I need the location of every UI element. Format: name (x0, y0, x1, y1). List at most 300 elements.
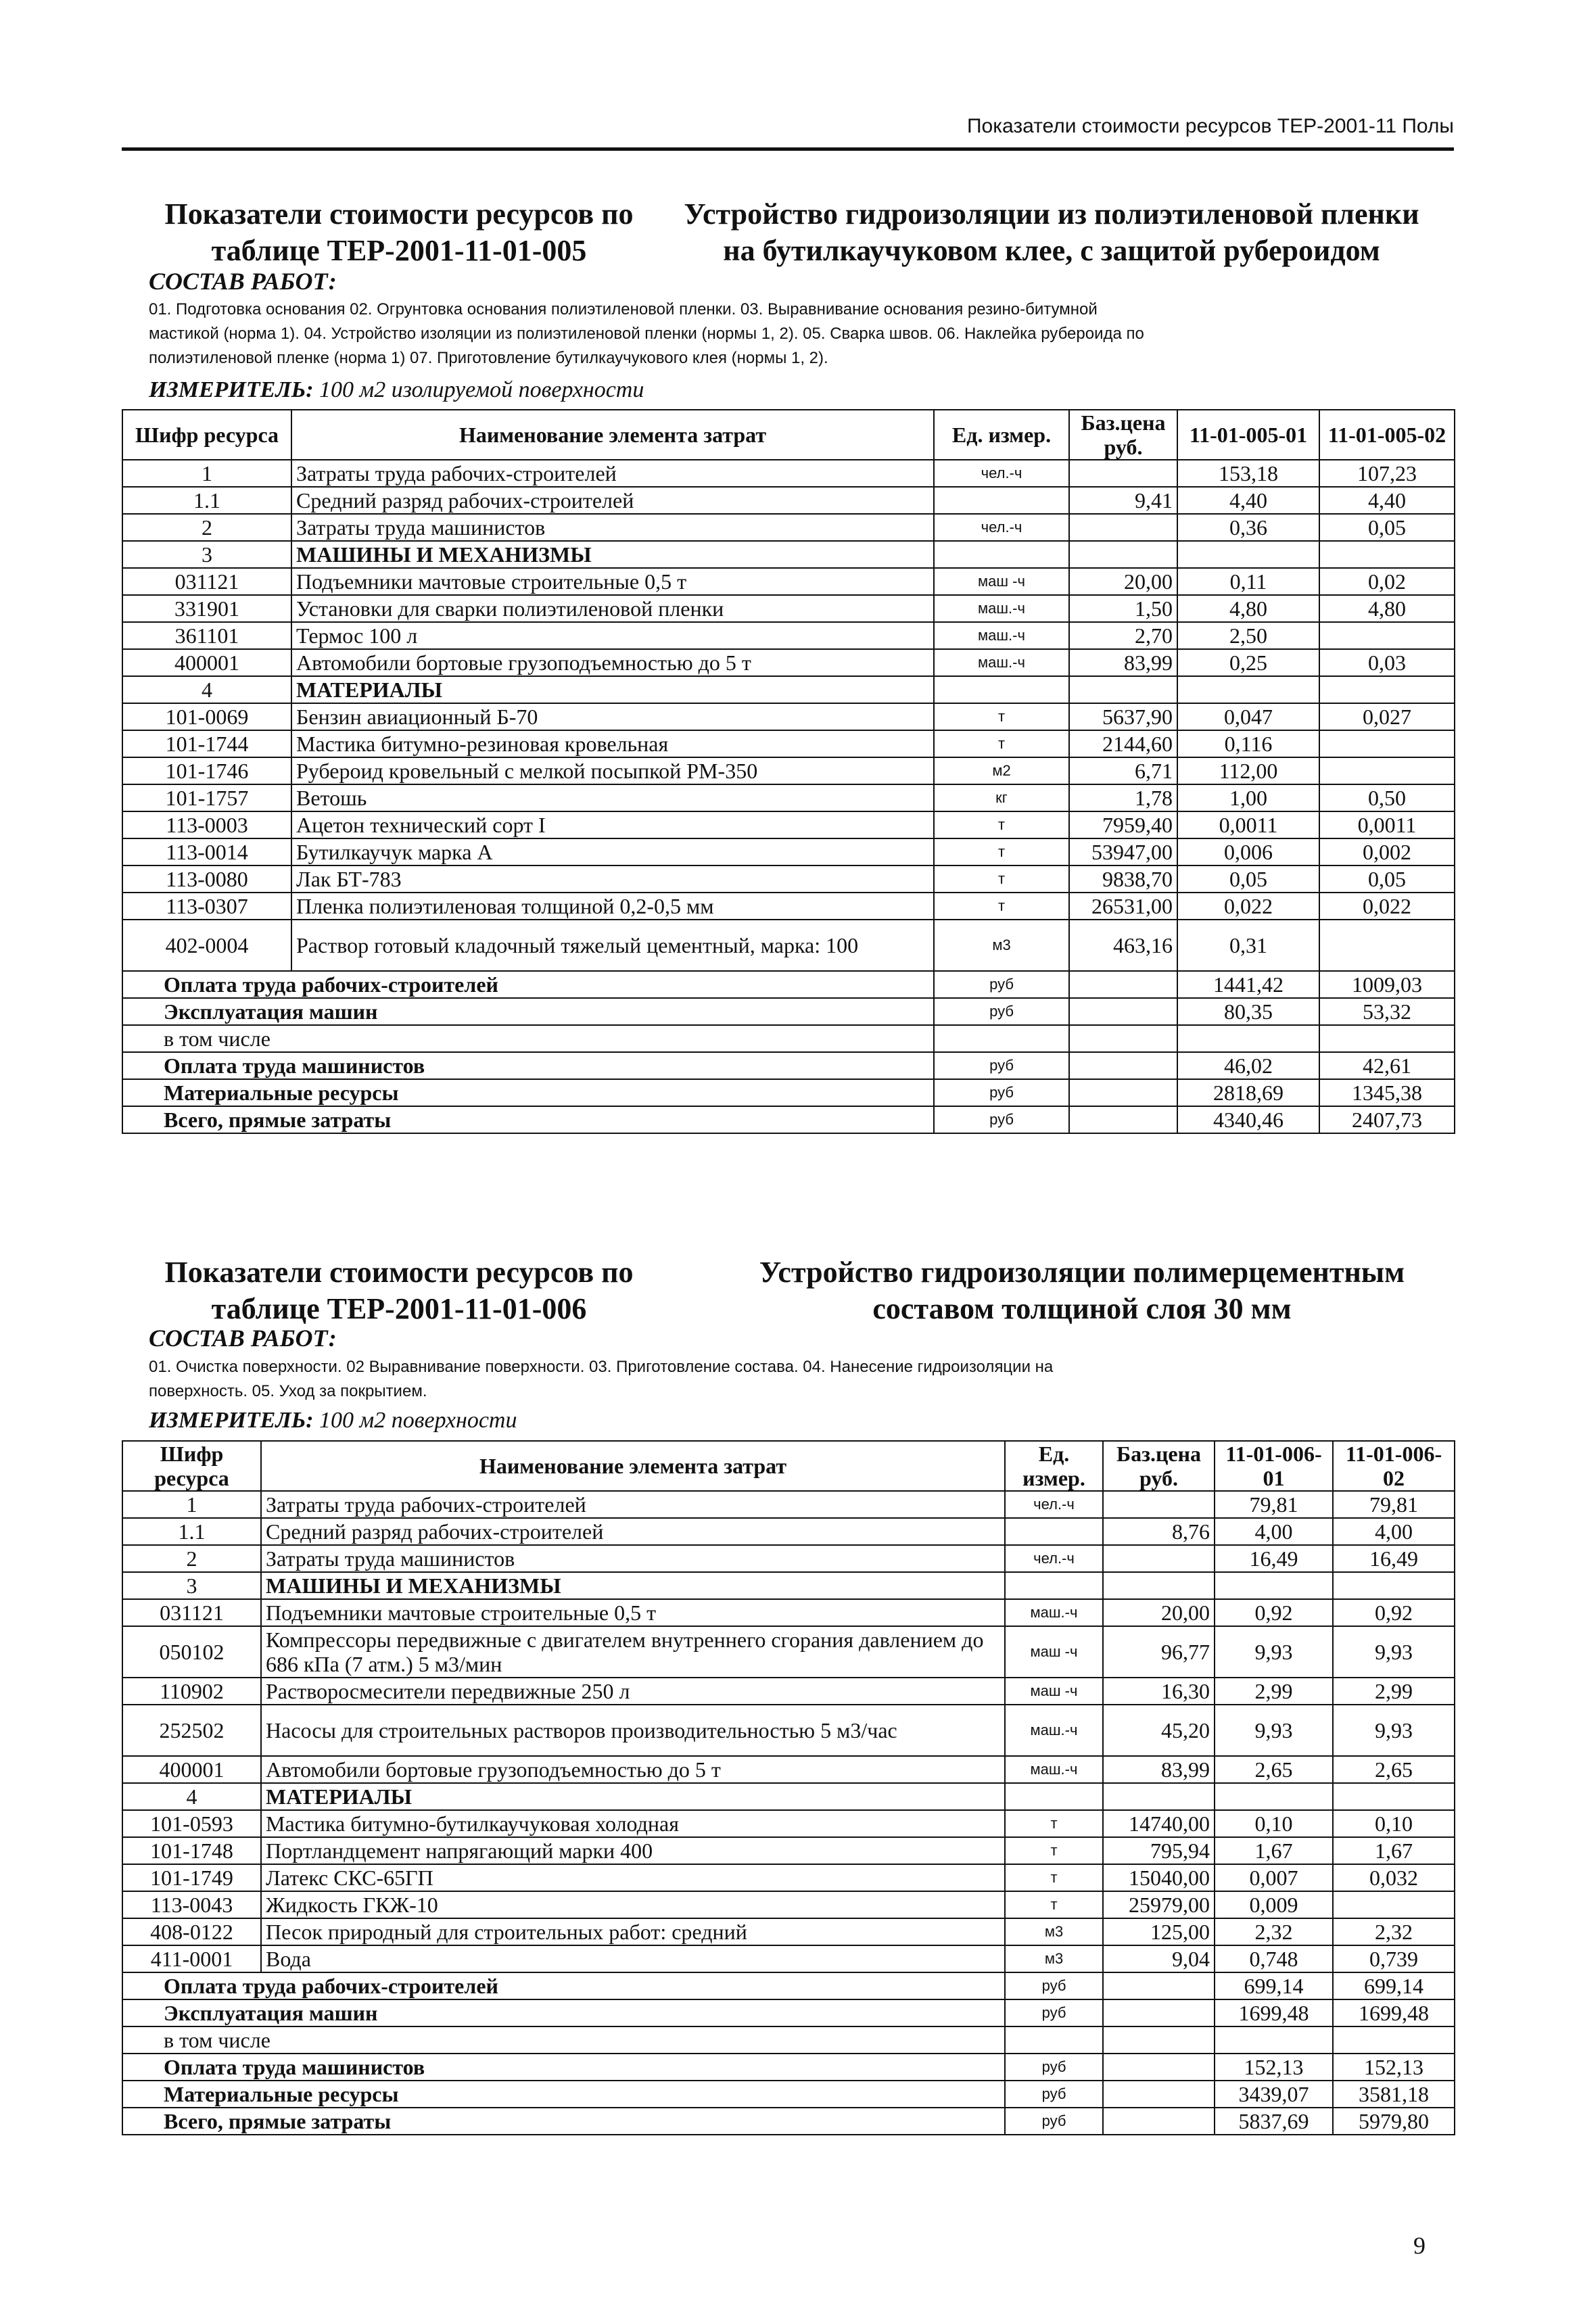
totals-value-2-cell: 5979,80 (1333, 2108, 1455, 2135)
unit-cell: чел.-ч (934, 514, 1069, 541)
column-header: 11-01-005-02 (1319, 410, 1455, 460)
value-2-cell: 79,81 (1333, 1491, 1455, 1518)
totals-value-1-cell (1215, 2026, 1333, 2054)
value-1-cell: 0,36 (1177, 514, 1319, 541)
code-cell: 101-1744 (122, 730, 291, 757)
name-cell: Жидкость ГКЖ-10 (261, 1891, 1005, 1918)
totals-unit-cell: руб (934, 1079, 1069, 1106)
totals-empty-cell (1103, 2026, 1215, 2054)
table-row (122, 1864, 1455, 1891)
totals-unit-cell: руб (934, 1052, 1069, 1079)
section-1-table (122, 409, 1455, 1134)
section-2-title-right (710, 1254, 1454, 1327)
value-1-cell (1177, 676, 1319, 703)
price-cell: 463,16 (1069, 920, 1177, 971)
value-1-cell: 79,81 (1215, 1491, 1333, 1518)
code-cell: 1.1 (122, 1518, 261, 1545)
price-cell: 9,04 (1103, 1945, 1215, 1972)
name-cell: Ветошь (291, 784, 934, 811)
name-cell: Латекс СКС-65ГП (261, 1864, 1005, 1891)
value-1-cell: 1,00 (1177, 784, 1319, 811)
value-1-cell: 0,31 (1177, 920, 1319, 971)
value-2-cell: 0,022 (1319, 893, 1455, 920)
section-2-title-left (122, 1254, 676, 1327)
name-cell: Насосы для строительных растворов производительностью 5 м3/час (261, 1705, 1005, 1756)
table-row (122, 1491, 1455, 1518)
code-cell: 113-0307 (122, 893, 291, 920)
price-cell: 15040,00 (1103, 1864, 1215, 1891)
value-1-cell: 0,11 (1177, 568, 1319, 595)
price-cell: 5637,90 (1069, 703, 1177, 730)
table-row (122, 460, 1455, 487)
totals-label-cell: Всего, прямые затраты (122, 1106, 934, 1133)
totals-row (122, 2108, 1455, 2135)
value-2-cell: 16,49 (1333, 1545, 1455, 1572)
value-2-cell (1333, 1572, 1455, 1599)
price-cell: 26531,00 (1069, 893, 1177, 920)
header-rule (122, 147, 1454, 151)
totals-value-2-cell: 699,14 (1333, 1972, 1455, 1999)
table-row (122, 1545, 1455, 1572)
column-header: 11-01-006-01 (1215, 1441, 1333, 1491)
code-cell: 101-1749 (122, 1864, 261, 1891)
value-1-cell (1215, 1572, 1333, 1599)
totals-unit-cell (934, 1025, 1069, 1052)
name-cell: МАТЕРИАЛЫ (261, 1783, 1005, 1810)
unit-cell: т (934, 838, 1069, 865)
code-cell: 101-0069 (122, 703, 291, 730)
value-1-cell: 153,18 (1177, 460, 1319, 487)
code-cell: 1 (122, 1491, 261, 1518)
table-row (122, 1837, 1455, 1864)
section-1-title-right-line1: Устройство гидроизоляции из полиэтиленовой пленки (684, 197, 1419, 231)
table-row (122, 703, 1455, 730)
name-cell: Бензин авиационный Б-70 (291, 703, 934, 730)
table-row (122, 1705, 1455, 1756)
price-cell (1103, 1491, 1215, 1518)
totals-value-1-cell: 699,14 (1215, 1972, 1333, 1999)
section-2-izmeritel (149, 1408, 517, 1433)
value-1-cell: 4,00 (1215, 1518, 1333, 1545)
table-row (122, 1626, 1455, 1678)
price-cell: 1,50 (1069, 595, 1177, 622)
totals-value-2-cell: 152,13 (1333, 2054, 1455, 2081)
page-number: 9 (1413, 2232, 1426, 2259)
value-1-cell: 0,007 (1215, 1864, 1333, 1891)
table-row (122, 1599, 1455, 1626)
totals-unit-cell: руб (934, 1106, 1069, 1133)
column-header: Шифр ресурса (122, 1441, 261, 1491)
column-header: Баз.цена руб. (1069, 410, 1177, 460)
table-header-row (122, 410, 1455, 460)
value-1-cell (1177, 541, 1319, 568)
code-cell: 113-0003 (122, 811, 291, 838)
totals-value-2-cell (1333, 2026, 1455, 2054)
name-cell: Затраты труда рабочих-строителей (291, 460, 934, 487)
column-header: Ед. измер. (934, 410, 1069, 460)
section-1-title-left (122, 196, 676, 269)
unit-cell (1005, 1518, 1103, 1545)
value-2-cell: 2,32 (1333, 1918, 1455, 1945)
section-1-sostav-label: СОСТАВ РАБОТ: (149, 268, 337, 295)
price-cell: 1,78 (1069, 784, 1177, 811)
section-1-works (149, 298, 1447, 371)
name-cell: Компрессоры передвижные с двигателем внутреннего сгорания давлением до 686 кПа (7 атм.) 5 м3/мин (261, 1626, 1005, 1678)
section-1-title-left-line2: таблице ТЕР-2001-11-01-005 (211, 234, 587, 267)
section-1-works-line2: мастикой (норма 1). 04. Устройство изоляции из полиэтиленовой пленки (нормы 1, 2). 05. Сварка швов. 06. Наклейка рубероида по (149, 325, 1144, 343)
table-row (122, 1810, 1455, 1837)
code-cell: 031121 (122, 568, 291, 595)
unit-cell: т (934, 865, 1069, 893)
name-cell: Средний разряд рабочих-строителей (291, 487, 934, 514)
price-cell: 9,41 (1069, 487, 1177, 514)
totals-value-1-cell: 152,13 (1215, 2054, 1333, 2081)
value-2-cell: 0,05 (1319, 865, 1455, 893)
value-2-cell: 4,00 (1333, 1518, 1455, 1545)
code-cell: 101-1748 (122, 1837, 261, 1864)
code-cell: 400001 (122, 1756, 261, 1783)
totals-empty-cell (1103, 1999, 1215, 2026)
value-2-cell (1319, 676, 1455, 703)
name-cell: Затраты труда машинистов (261, 1545, 1005, 1572)
totals-unit-cell: руб (1005, 1999, 1103, 2026)
totals-row (122, 1079, 1455, 1106)
unit-cell (934, 676, 1069, 703)
value-1-cell: 0,047 (1177, 703, 1319, 730)
section-2-izm-label: ИЗМЕРИТЕЛЬ: (149, 1408, 314, 1433)
section-1-title-left-line1: Показатели стоимости ресурсов по (164, 197, 634, 231)
price-cell: 6,71 (1069, 757, 1177, 784)
code-cell: 101-1746 (122, 757, 291, 784)
totals-value-1-cell: 80,35 (1177, 998, 1319, 1025)
price-cell (1069, 460, 1177, 487)
column-header: Наименование элемента затрат (261, 1441, 1005, 1491)
value-2-cell: 0,0011 (1319, 811, 1455, 838)
value-2-cell: 0,03 (1319, 649, 1455, 676)
unit-cell: м2 (934, 757, 1069, 784)
totals-value-2-cell: 42,61 (1319, 1052, 1455, 1079)
value-2-cell (1333, 1783, 1455, 1810)
section-2-table (122, 1440, 1455, 2135)
price-cell (1103, 1572, 1215, 1599)
value-1-cell: 0,0011 (1177, 811, 1319, 838)
totals-value-2-cell: 3581,18 (1333, 2081, 1455, 2108)
table-row (122, 595, 1455, 622)
value-2-cell: 1,67 (1333, 1837, 1455, 1864)
unit-cell: м3 (1005, 1945, 1103, 1972)
unit-cell: маш -ч (1005, 1678, 1103, 1705)
name-cell: Ацетон технический сорт I (291, 811, 934, 838)
value-1-cell: 0,022 (1177, 893, 1319, 920)
totals-label-cell: Оплата труда рабочих-строителей (122, 1972, 1005, 1999)
value-2-cell: 0,032 (1333, 1864, 1455, 1891)
price-cell: 96,77 (1103, 1626, 1215, 1678)
totals-label-cell: в том числе (122, 1025, 934, 1052)
code-cell: 1 (122, 460, 291, 487)
column-header: Наименование элемента затрат (291, 410, 934, 460)
code-cell: 331901 (122, 595, 291, 622)
name-cell: МАШИНЫ И МЕХАНИЗМЫ (261, 1572, 1005, 1599)
table-row (122, 676, 1455, 703)
value-1-cell: 0,116 (1177, 730, 1319, 757)
table-row (122, 622, 1455, 649)
column-header: Ед. измер. (1005, 1441, 1103, 1491)
price-cell: 20,00 (1103, 1599, 1215, 1626)
section-2-title-right-line2: составом толщиной слоя 30 мм (872, 1292, 1292, 1325)
section-2-title-left-line1: Показатели стоимости ресурсов по (164, 1256, 634, 1289)
table-row (122, 893, 1455, 920)
totals-empty-cell (1103, 2108, 1215, 2135)
section-2-title-left-line2: таблице ТЕР-2001-11-01-006 (211, 1292, 587, 1325)
totals-label-cell: Материальные ресурсы (122, 2081, 1005, 2108)
value-1-cell: 2,99 (1215, 1678, 1333, 1705)
unit-cell: т (934, 703, 1069, 730)
value-2-cell: 0,05 (1319, 514, 1455, 541)
table-row (122, 838, 1455, 865)
table-row (122, 1518, 1455, 1545)
section-2-works (149, 1355, 1447, 1404)
code-cell: 411-0001 (122, 1945, 261, 1972)
value-1-cell: 0,05 (1177, 865, 1319, 893)
table-row (122, 514, 1455, 541)
totals-row (122, 1999, 1455, 2026)
name-cell: Средний разряд рабочих-строителей (261, 1518, 1005, 1545)
table-row (122, 541, 1455, 568)
totals-value-2-cell (1319, 1025, 1455, 1052)
section-1-works-line3: полиэтиленовой пленке (норма 1) 07. Приготовление бутилкаучукового клея (нормы 1, 2). (149, 349, 828, 367)
unit-cell: маш.-ч (934, 649, 1069, 676)
table-row (122, 568, 1455, 595)
table-row (122, 784, 1455, 811)
value-2-cell: 0,92 (1333, 1599, 1455, 1626)
code-cell: 113-0080 (122, 865, 291, 893)
unit-cell: м3 (1005, 1918, 1103, 1945)
unit-cell: т (934, 730, 1069, 757)
value-1-cell: 0,006 (1177, 838, 1319, 865)
name-cell: Подъемники мачтовые строительные 0,5 т (261, 1599, 1005, 1626)
name-cell: Автомобили бортовые грузоподъемностью до 5 т (291, 649, 934, 676)
price-cell: 2144,60 (1069, 730, 1177, 757)
unit-cell: маш.-ч (934, 622, 1069, 649)
totals-label-cell: Всего, прямые затраты (122, 2108, 1005, 2135)
totals-unit-cell: руб (1005, 1972, 1103, 1999)
totals-unit-cell: руб (1005, 2081, 1103, 2108)
value-1-cell: 0,92 (1215, 1599, 1333, 1626)
totals-value-2-cell: 2407,73 (1319, 1106, 1455, 1133)
totals-value-1-cell: 5837,69 (1215, 2108, 1333, 2135)
value-2-cell: 0,50 (1319, 784, 1455, 811)
code-cell: 110902 (122, 1678, 261, 1705)
code-cell: 101-1757 (122, 784, 291, 811)
totals-row (122, 1106, 1455, 1133)
value-1-cell: 9,93 (1215, 1626, 1333, 1678)
totals-unit-cell: руб (1005, 2108, 1103, 2135)
price-cell: 7959,40 (1069, 811, 1177, 838)
table-row (122, 757, 1455, 784)
section-1-title-right-line2: на бутилкаучуковом клее, с защитой рубероидом (723, 234, 1380, 267)
value-1-cell: 16,49 (1215, 1545, 1333, 1572)
unit-cell: т (1005, 1864, 1103, 1891)
name-cell: Термос 100 л (291, 622, 934, 649)
code-cell: 3 (122, 1572, 261, 1599)
price-cell: 83,99 (1069, 649, 1177, 676)
name-cell: Установки для сварки полиэтиленовой пленки (291, 595, 934, 622)
totals-unit-cell: руб (1005, 2054, 1103, 2081)
value-1-cell: 0,009 (1215, 1891, 1333, 1918)
totals-unit-cell (1005, 2026, 1103, 2054)
totals-row (122, 2054, 1455, 2081)
name-cell: Рубероид кровельный с мелкой посыпкой РМ-350 (291, 757, 934, 784)
column-header: 11-01-005-01 (1177, 410, 1319, 460)
value-2-cell: 0,027 (1319, 703, 1455, 730)
value-2-cell: 2,65 (1333, 1756, 1455, 1783)
code-cell: 2 (122, 1545, 261, 1572)
totals-empty-cell (1069, 971, 1177, 998)
unit-cell (1005, 1572, 1103, 1599)
totals-label-cell: Эксплуатация машин (122, 998, 934, 1025)
code-cell: 050102 (122, 1626, 261, 1678)
totals-empty-cell (1103, 2081, 1215, 2108)
value-1-cell: 0,25 (1177, 649, 1319, 676)
name-cell: Песок природный для строительных работ: средний (261, 1918, 1005, 1945)
name-cell: Подъемники мачтовые строительные 0,5 т (291, 568, 934, 595)
unit-cell: маш.-ч (1005, 1756, 1103, 1783)
totals-label-cell: в том числе (122, 2026, 1005, 2054)
unit-cell: маш.-ч (1005, 1705, 1103, 1756)
value-2-cell (1319, 541, 1455, 568)
unit-cell: т (1005, 1810, 1103, 1837)
price-cell: 14740,00 (1103, 1810, 1215, 1837)
price-cell: 16,30 (1103, 1678, 1215, 1705)
unit-cell (934, 487, 1069, 514)
name-cell: Пленка полиэтиленовая толщиной 0,2-0,5 мм (291, 893, 934, 920)
section-2-works-line2: поверхность. 05. Уход за покрытием. (149, 1382, 427, 1400)
totals-empty-cell (1069, 998, 1177, 1025)
price-cell: 795,94 (1103, 1837, 1215, 1864)
totals-value-1-cell: 2818,69 (1177, 1079, 1319, 1106)
section-1-izm-label: ИЗМЕРИТЕЛЬ: (149, 377, 314, 402)
unit-cell: маш.-ч (934, 595, 1069, 622)
unit-cell (1005, 1783, 1103, 1810)
table-row (122, 1783, 1455, 1810)
price-cell: 2,70 (1069, 622, 1177, 649)
value-2-cell (1319, 757, 1455, 784)
unit-cell: чел.-ч (934, 460, 1069, 487)
totals-value-2-cell: 53,32 (1319, 998, 1455, 1025)
totals-row (122, 2081, 1455, 2108)
value-2-cell: 4,40 (1319, 487, 1455, 514)
unit-cell: маш -ч (934, 568, 1069, 595)
name-cell: Автомобили бортовые грузоподъемностью до 5 т (261, 1756, 1005, 1783)
totals-value-1-cell: 1441,42 (1177, 971, 1319, 998)
unit-cell: т (1005, 1891, 1103, 1918)
totals-unit-cell: руб (934, 971, 1069, 998)
section-1-works-line1: 01. Подготовка основания 02. Огрунтовка основания полиэтиленовой пленки. 03. Выравнивание основания резино-битумной (149, 300, 1098, 318)
value-2-cell: 9,93 (1333, 1626, 1455, 1678)
section-2-works-line1: 01. Очистка поверхности. 02 Выравнивание поверхности. 03. Приготовление состава. 04. Нанесение гидроизоляции на (149, 1358, 1054, 1376)
value-2-cell: 0,10 (1333, 1810, 1455, 1837)
unit-cell: т (934, 893, 1069, 920)
totals-value-1-cell (1177, 1025, 1319, 1052)
totals-empty-cell (1069, 1079, 1177, 1106)
name-cell: Лак БТ-783 (291, 865, 934, 893)
totals-empty-cell (1069, 1106, 1177, 1133)
totals-value-1-cell: 1699,48 (1215, 1999, 1333, 2026)
running-header: Показатели стоимости ресурсов ТЕР-2001-11 Полы (966, 115, 1454, 137)
value-2-cell: 4,80 (1319, 595, 1455, 622)
code-cell: 101-0593 (122, 1810, 261, 1837)
price-cell: 83,99 (1103, 1756, 1215, 1783)
totals-label-cell: Эксплуатация машин (122, 1999, 1005, 2026)
value-1-cell: 4,80 (1177, 595, 1319, 622)
name-cell: Бутилкаучук марка А (291, 838, 934, 865)
name-cell: МАШИНЫ И МЕХАНИЗМЫ (291, 541, 934, 568)
value-1-cell: 1,67 (1215, 1837, 1333, 1864)
value-1-cell: 4,40 (1177, 487, 1319, 514)
table-row (122, 1678, 1455, 1705)
section-2-title-right-line1: Устройство гидроизоляции полимерцементным (759, 1256, 1405, 1289)
price-cell: 8,76 (1103, 1518, 1215, 1545)
name-cell: Затраты труда рабочих-строителей (261, 1491, 1005, 1518)
totals-row (122, 1972, 1455, 1999)
totals-value-2-cell: 1345,38 (1319, 1079, 1455, 1106)
name-cell: МАТЕРИАЛЫ (291, 676, 934, 703)
value-2-cell: 0,739 (1333, 1945, 1455, 1972)
value-2-cell: 2,99 (1333, 1678, 1455, 1705)
value-2-cell (1319, 730, 1455, 757)
column-header: Баз.цена руб. (1103, 1441, 1215, 1491)
table-row (122, 1918, 1455, 1945)
totals-value-1-cell: 3439,07 (1215, 2081, 1333, 2108)
price-cell: 45,20 (1103, 1705, 1215, 1756)
totals-label-cell: Оплата труда машинистов (122, 1052, 934, 1079)
price-cell (1103, 1545, 1215, 1572)
code-cell: 3 (122, 541, 291, 568)
code-cell: 361101 (122, 622, 291, 649)
table-row (122, 649, 1455, 676)
name-cell: Раствор готовый кладочный тяжелый цементный, марка: 100 (291, 920, 934, 971)
code-cell: 2 (122, 514, 291, 541)
totals-empty-cell (1069, 1052, 1177, 1079)
totals-label-cell: Материальные ресурсы (122, 1079, 934, 1106)
value-1-cell: 9,93 (1215, 1705, 1333, 1756)
code-cell: 4 (122, 676, 291, 703)
price-cell (1069, 676, 1177, 703)
price-cell: 9838,70 (1069, 865, 1177, 893)
value-2-cell (1319, 622, 1455, 649)
value-1-cell: 0,748 (1215, 1945, 1333, 1972)
table-row (122, 1945, 1455, 1972)
totals-row (122, 998, 1455, 1025)
totals-label-cell: Оплата труда рабочих-строителей (122, 971, 934, 998)
code-cell: 408-0122 (122, 1918, 261, 1945)
code-cell: 031121 (122, 1599, 261, 1626)
unit-cell: т (934, 811, 1069, 838)
unit-cell: чел.-ч (1005, 1545, 1103, 1572)
name-cell: Мастика битумно-резиновая кровельная (291, 730, 934, 757)
name-cell: Затраты труда машинистов (291, 514, 934, 541)
value-1-cell: 2,65 (1215, 1756, 1333, 1783)
price-cell: 125,00 (1103, 1918, 1215, 1945)
name-cell: Портландцемент напрягающий марки 400 (261, 1837, 1005, 1864)
totals-empty-cell (1103, 1972, 1215, 1999)
value-2-cell: 9,93 (1333, 1705, 1455, 1756)
value-2-cell: 0,02 (1319, 568, 1455, 595)
name-cell: Мастика битумно-бутилкаучуковая холодная (261, 1810, 1005, 1837)
code-cell: 113-0014 (122, 838, 291, 865)
totals-row (122, 1025, 1455, 1052)
unit-cell (934, 541, 1069, 568)
